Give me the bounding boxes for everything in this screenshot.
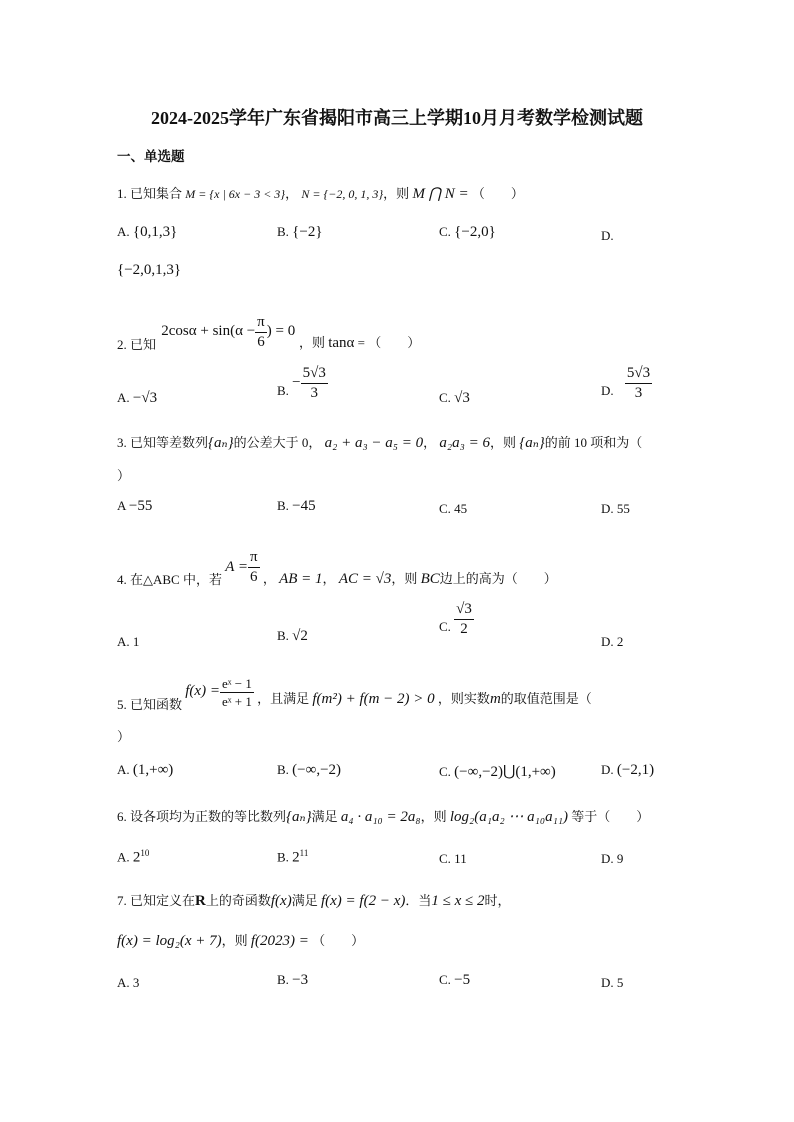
q4-then: ，则 <box>391 571 418 586</box>
q4-bc: BC <box>420 571 440 587</box>
q2-then: ，则 <box>298 334 325 350</box>
q3-text-4: ） <box>117 468 131 483</box>
q5-text-3: 的取值范围是（ <box>500 690 592 706</box>
q7-text-2: 满足 <box>291 893 318 908</box>
q7-option-b-value: −3 <box>292 972 309 988</box>
q3-text-1: 的公差大于 0， <box>233 435 322 450</box>
q2-option-d-numerator: 5√3 <box>625 366 652 384</box>
q2-equation-left: 2cosα + sin(α − <box>161 323 256 340</box>
q2-tan: tanα <box>328 334 355 351</box>
q6-option-c: C. 11 <box>439 851 467 866</box>
q4-option-b-label: B. <box>277 628 289 643</box>
q2-option-a-label: A. <box>117 390 130 405</box>
q6-option-b-base: 2 <box>292 849 300 866</box>
q3-option-a <box>117 498 152 515</box>
q4-option-c-denominator: 2 <box>460 621 468 637</box>
q6-text-2: ，则 <box>420 809 447 824</box>
q2-number: 2. <box>117 337 127 352</box>
q6-sequence: {aₙ} <box>286 809 312 825</box>
q7-option-b-label: B. <box>277 972 289 987</box>
q7-blank: （ ） <box>312 933 365 948</box>
q5-function-fraction <box>220 677 254 708</box>
q7-text-1: 上的奇函数 <box>205 893 271 908</box>
q7-condition: f(x) = f(2 − x) <box>320 893 406 909</box>
q2-option-d-denominator: 3 <box>634 385 643 401</box>
q4-pi-over-six <box>248 550 260 585</box>
q4-comma-1: ， <box>262 571 276 586</box>
q5-option-a <box>117 762 173 779</box>
q2-option-b-fraction <box>301 366 328 401</box>
q2-option-c-label: C. <box>439 390 451 405</box>
q1-option-d-value: {−2,0,1,3} <box>117 262 182 278</box>
q4-option-c-label: C. <box>439 619 451 634</box>
question-6 <box>117 806 649 826</box>
q1-comma: ， <box>285 186 299 201</box>
q4-prefix: 在△ABC 中，若 <box>130 571 222 587</box>
q4-option-b <box>277 628 308 645</box>
q4-option-c-numerator: √3 <box>454 602 474 620</box>
q5-option-c-label: C. <box>439 764 451 779</box>
q2-equation-right: ) = 0 <box>266 323 296 340</box>
q5-function <box>185 675 254 709</box>
q2-option-a-value: −√3 <box>132 390 158 406</box>
q2-pi: π <box>255 315 267 333</box>
q4-option-a: A. 1 <box>117 634 140 649</box>
q2-equation <box>161 313 299 350</box>
q4-six: 6 <box>250 569 258 586</box>
q6-option-b-exponent: 11 <box>299 848 309 858</box>
q6-condition: a₄ · a₁₀ = 2a₈ <box>340 809 421 825</box>
q2-option-a <box>117 390 157 407</box>
q3-option-a-label: A <box>117 498 126 513</box>
q2-option-b <box>277 366 328 401</box>
q1-option-c <box>439 224 496 241</box>
q7-line-2 <box>117 930 364 950</box>
q4-pi: π <box>248 550 260 568</box>
q5-text-2: ，则实数 <box>437 690 490 706</box>
q1-prefix: 已知集合 <box>130 186 183 201</box>
q5-f-of-x: f(x) = <box>185 683 220 700</box>
q2-option-d-fraction <box>625 366 652 401</box>
q7-range: 1 ≤ x ≤ 2 <box>431 893 485 909</box>
q2-six: 6 <box>257 333 265 350</box>
q2-option-b-sign: − <box>292 374 301 391</box>
q6-option-a-base: 2 <box>132 849 141 866</box>
q7-option-a: A. 3 <box>117 975 140 990</box>
q4-angle-a <box>225 549 259 586</box>
q7-option-c-value: −5 <box>454 972 471 988</box>
q7-real-numbers: R <box>195 893 206 909</box>
q1-option-c-value: {−2,0} <box>454 224 496 240</box>
question-5 <box>117 672 592 713</box>
q3-sequence-2: {aₙ} <box>519 435 545 451</box>
q6-option-a <box>117 848 149 866</box>
q5-m: m <box>489 690 501 707</box>
q4-option-c-fraction <box>454 602 474 637</box>
q6-text-3: 等于（ ） <box>571 809 650 824</box>
q3-equation-2: a₂a₃ = 6 <box>439 435 490 451</box>
question-7 <box>117 890 511 910</box>
question-1 <box>117 183 524 203</box>
q3-text-2: ，则 <box>489 435 516 450</box>
q7-option-d: D. 5 <box>601 975 624 990</box>
q2-equals: = <box>357 334 365 350</box>
q7-prefix: 已知定义在 <box>130 893 196 908</box>
q5-function-denominator: eˣ + 1 <box>221 693 252 709</box>
q3-sequence: {aₙ} <box>208 435 234 451</box>
q2-option-c-value: √3 <box>454 390 470 406</box>
q2-option-b-denominator: 3 <box>310 385 318 401</box>
q6-option-b-label: B. <box>277 849 289 865</box>
q2-option-d-label: D. <box>601 383 614 398</box>
q7-definition: f(x) = log₂(x + 7) <box>117 933 222 949</box>
q5-option-c <box>439 762 556 781</box>
q4-tail: 边上的高为（ ） <box>439 571 557 586</box>
q1-set-n: N = {−2, 0, 1, 3} <box>301 187 384 201</box>
q5-text-1: ，且满足 <box>257 690 310 706</box>
q7-number: 7. <box>117 893 127 908</box>
section-heading: 一、单选题 <box>117 149 185 164</box>
page-title: 2024-2025学年广东省揭阳市高三上学期10月月考数学检测试题 <box>151 108 643 128</box>
q7-option-c <box>439 972 470 989</box>
q1-then: ，则 <box>383 186 410 201</box>
q4-comma-2: ， <box>322 571 336 586</box>
q5-text-4: ） <box>117 729 131 744</box>
question-4 <box>117 548 557 588</box>
q6-option-d: D. 9 <box>601 851 624 866</box>
q3-option-a-value: −55 <box>128 498 153 514</box>
q5-option-c-value: (−∞,−2)⋃(1,+∞) <box>454 764 556 780</box>
q1-option-a-label: A. <box>117 224 130 239</box>
q2-option-b-label: B. <box>277 383 289 398</box>
q5-option-d <box>601 762 654 779</box>
q4-option-b-value: √2 <box>292 628 308 644</box>
q5-option-b-value: (−∞,−2) <box>292 762 342 778</box>
q5-function-numerator: eˣ − 1 <box>221 675 252 691</box>
q1-set-m: M = {x | 6x − 3 < 3} <box>185 187 286 201</box>
q2-pi-over-six <box>255 315 267 350</box>
q5-option-b-label: B. <box>277 762 289 777</box>
q1-option-b-value: {−2} <box>292 224 323 240</box>
q3-number: 3. <box>117 435 127 450</box>
q3-equation-1: a₂ + a₃ − a₅ = 0 <box>324 435 424 451</box>
q6-option-a-label: A. <box>117 849 130 865</box>
q7-text-5: ，则 <box>221 933 248 948</box>
q2-option-c <box>439 390 470 407</box>
q5-option-d-value: (−2,1) <box>616 762 655 778</box>
q6-option-b <box>277 848 308 866</box>
q2-option-d <box>601 366 652 401</box>
q3-option-b-label: B. <box>277 498 289 513</box>
q5-prefix: 已知函数 <box>130 697 183 712</box>
q1-number: 1. <box>117 186 127 201</box>
question-3 <box>117 432 642 452</box>
q4-angle-a-lhs: A = <box>225 558 248 575</box>
q5-number: 5. <box>117 697 127 712</box>
q5-condition: f(m²) + f(m − 2) > 0 <box>312 690 435 707</box>
q5-option-b <box>277 762 341 779</box>
question-2 <box>117 312 420 353</box>
q3-option-b <box>277 498 316 515</box>
q6-option-a-exponent: 10 <box>140 848 150 858</box>
q5-option-a-label: A. <box>117 762 130 777</box>
q6-prefix: 设各项均为正数的等比数列 <box>130 809 287 824</box>
q7-fx: f(x) <box>270 893 292 909</box>
q3-comma: ， <box>423 435 437 450</box>
q7-ask: f(2023) = <box>250 933 309 949</box>
q3-option-d: D. 55 <box>601 501 630 516</box>
q2-option-b-numerator: 5√3 <box>301 366 328 384</box>
q4-ab: AB = 1 <box>279 571 323 587</box>
q6-text-1: 满足 <box>311 809 338 824</box>
q3-prefix: 已知等差数列 <box>130 435 209 450</box>
q1-option-a <box>117 224 177 241</box>
q6-log-expression: log₂(a₁a₂ ⋯ a₁₀a₁₁) <box>449 809 569 825</box>
q2-blank: （ ） <box>368 334 421 350</box>
q4-option-d: D. 2 <box>601 634 624 649</box>
q3-option-b-value: −45 <box>292 498 316 514</box>
q1-option-b-label: B. <box>277 224 289 239</box>
q1-option-b <box>277 224 323 241</box>
q7-text-4: 时， <box>484 893 511 908</box>
q7-option-c-label: C. <box>439 972 451 987</box>
q1-blank: （ ） <box>471 186 524 201</box>
q5-option-d-label: D. <box>601 762 614 777</box>
q1-option-c-label: C. <box>439 224 451 239</box>
q2-prefix: 已知 <box>130 337 157 352</box>
q5-option-a-value: (1,+∞) <box>132 762 174 778</box>
q7-option-b <box>277 972 308 989</box>
q3-option-c: C. 45 <box>439 501 468 516</box>
q4-number: 4. <box>117 571 127 587</box>
q1-expression: M ⋂ N = <box>412 186 469 202</box>
q1-option-d-label: D. <box>601 228 614 243</box>
q4-option-c <box>439 602 474 637</box>
q1-option-a-value: {0,1,3} <box>132 224 178 240</box>
q4-ac: AC = √3 <box>338 571 392 587</box>
q6-number: 6. <box>117 809 127 824</box>
q7-text-3: ．当 <box>405 893 432 908</box>
q3-text-3: 的前 10 项和为（ <box>544 435 643 450</box>
